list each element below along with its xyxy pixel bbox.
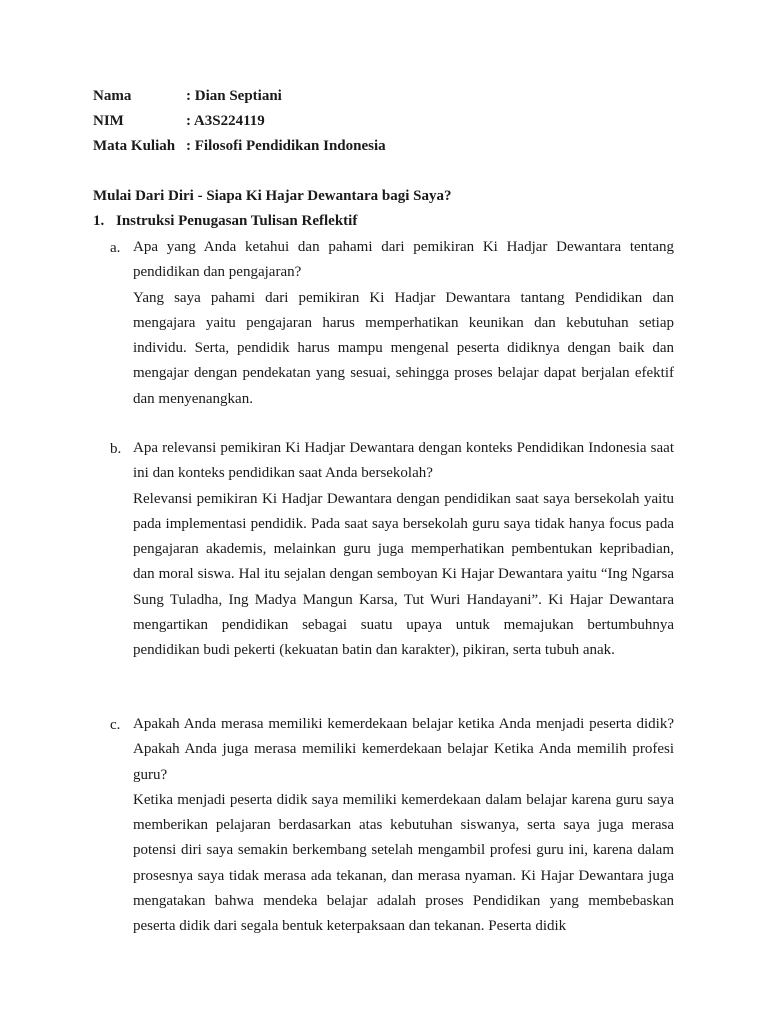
section-number: 1.	[93, 213, 105, 229]
section-heading-text: Instruksi Penugasan Tulisan Reflektif	[116, 213, 358, 229]
item-a-answer: Yang saya pahami dari pemikiran Ki Hadjar Dewantara tantang Pendidikan dan mengajara yaitu pengajaran harus memperhatikan keunikan dan kebutuhan setiap individu. Serta, pendidik harus mampu mengenal peserta didiknya dengan baik dan mengajar dengan pendekatan yang sesuai, sehingga proses belajar dapat berjalan efektif dan menyenangkan.	[133, 289, 674, 407]
item-b-block	[133, 436, 674, 664]
item-c-question: Apakah Anda merasa memiliki kemerdekaan belajar ketika Anda menjadi peserta didik? Apakah Anda juga merasa memiliki kemerdekaan belajar Ketika Anda memilih profesi guru?	[133, 716, 674, 783]
item-b-question: Apa relevansi pemikiran Ki Hadjar Dewantara dengan konteks Pendidikan Indonesia saat ini dan konteks pendidikan saat Anda bersekolah?	[133, 440, 674, 482]
course-label: Mata Kuliah	[93, 138, 176, 154]
name-row	[93, 86, 386, 111]
nim-label: NIM	[93, 113, 124, 129]
course-value: : Filosofi Pendidikan Indonesia	[186, 138, 386, 154]
document-title: Mulai Dari Diri - Siapa Ki Hajar Dewantara bagi Saya?	[93, 188, 452, 204]
student-info	[93, 86, 386, 161]
item-a-question: Apa yang Anda ketahui dan pahami dari pemikiran Ki Hadjar Dewantara tentang pendidikan dan pengajaran?	[133, 239, 674, 281]
name-label: Nama	[93, 88, 132, 104]
item-a-block	[133, 235, 674, 412]
item-b-answer: Relevansi pemikiran Ki Hadjar Dewantara dengan pendidikan saat saya bersekolah yaitu pada implementasi pendidik. Pada saat saya bersekolah guru saya tidak hanya focus pada pengajaran akademis, melainkan guru juga memperhatikan pembentukan kepribadian, dan moral siswa. Hal itu sejalan dengan semboyan Ki Hajar Dewantara yaitu “Ing Ngarsa Sung Tuladha, Ing Madya Mangun Karsa, Tut Wuri Handayani”. Ki Hajar Dewantara mengartikan pendidikan sebagai suatu upaya untuk memajukan bertumbuhnya pendidikan budi pekerti (kekuatan batin dan karakter), pikiran, serta tubuh anak.	[133, 490, 674, 659]
item-a-marker: a.	[110, 240, 121, 256]
item-c-marker: c.	[110, 717, 121, 733]
nim-row	[93, 111, 386, 136]
nim-value: : A3S224119	[186, 113, 265, 129]
item-c-block	[133, 712, 674, 940]
item-c-answer: Ketika menjadi peserta didik saya memiliki kemerdekaan dalam belajar karena guru saya memberikan pelajaran berdasarkan atas kebutuhan siswanya, serta saya juga merasa potensi diri saya semakin berkembang setelah mengambil profesi guru ini, karena dalam prosesnya saya tidak merasa ada tekanan, dan merasa nyaman. Ki Hajar Dewantara juga mengatakan bahwa mendeka belajar adalah proses Pendidikan yang membebaskan peserta didik dari segala bentuk keterpaksaan dan tekanan. Peserta didik	[133, 791, 674, 935]
course-row	[93, 136, 386, 161]
section-heading	[93, 211, 357, 231]
item-b-marker: b.	[110, 441, 122, 457]
name-value: : Dian Septiani	[186, 88, 282, 104]
